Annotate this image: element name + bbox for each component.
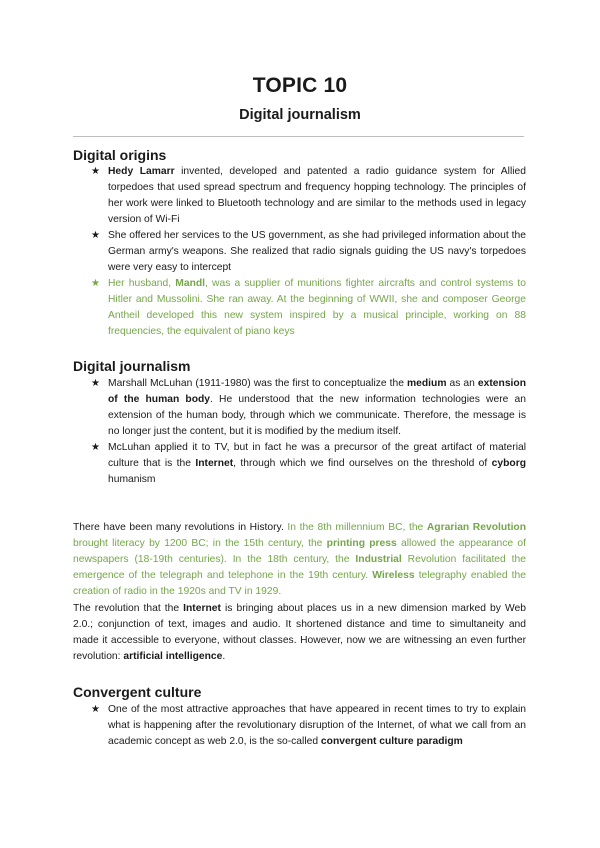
list-item: ★ Her husband, Mandl, was a supplier of munitions fighter aircrafts and control systems to Hitler and Mussolini. She ran away. At the beginning of WWII, she and composer George Antheil developed this new system inspired by a musical principle, working on 88 frequencies, the equivalent of piano keys [91,278,527,337]
star-icon: ★ [91,278,100,289]
internet-revolution-paragraph: The revolution that the Internet is bringing about places us in a new dimension marked by Web 2.0.; conjunction of text, images and audio. It shortened distance and time to simultaneity and made it accessible to everyone, without classes. However, now we are witnessing an even further revolution: artificial intelligence. [73,603,526,662]
list-item: ★ She offered her services to the US government, as she had privileged information about the German army's weapons. She realized that radio signals guiding the US navy's torpedoes were very easy to intercept [91,230,526,273]
list-item: ★ Marshall McLuhan (1911-1980) was the first to conceptualize the medium as an extension of the human body. He understood that the new information technologies were an extension of the human body, through which we communicate. Therefore, the message is no longer just the content, but it is modified by the medium itself. [91,378,526,437]
revolutions-paragraph: There have been many revolutions in History. In the 8th millennium BC, the Agrarian Revolution brought literacy by 1200 BC; in the 15th century, the printing press allowed the appearance of newspapers (18-19th centuries). In the 18th century, the Industrial Revolution facilitated the emergence of the telegraph and telephone in the 19th century. Wireless telegraphy enabled the creation of radio in the 1920s and TV in 1929. [73,522,527,597]
star-icon: ★ [91,230,100,241]
bold-term: Hedy Lamarr [108,166,175,177]
list-item: ★ Hedy Lamarr invented, developed and patented a radio guidance system for Allied torpedoes that used spread spectrum and frequency hopping technology. The principles of her work were linked to Bluetooth technology and are similar to the methods used in legacy version of Wi-Fi [91,166,526,225]
page-title: TOPIC 10 [252,74,348,97]
digital-journalism-list [91,376,526,488]
list-item: ★ One of the most attractive approaches that have appeared in recent times to try to explain what is happening after the revolutionary disruption of the Internet, of what we call from an academic concept as web 2.0, is the so-called convergent culture paradigm [91,704,526,747]
star-icon: ★ [91,442,100,453]
section-heading-convergent-culture: Convergent culture [73,684,202,700]
section-heading-digital-origins: Digital origins [73,147,167,163]
title-divider [73,136,524,137]
page-subtitle: Digital journalism [239,107,361,123]
star-icon: ★ [91,704,100,715]
convergent-culture-list [91,702,526,750]
star-icon: ★ [91,166,100,177]
section-heading-digital-journalism: Digital journalism [73,358,191,374]
bold-term: Mandl [175,278,206,289]
list-item: ★ McLuhan applied it to TV, but in fact he was a precursor of the great artifact of material culture that is the Internet, through which we find ourselves on the threshold of cyborg humanism [91,442,526,485]
star-icon: ★ [91,378,100,389]
digital-origins-list [91,164,527,340]
